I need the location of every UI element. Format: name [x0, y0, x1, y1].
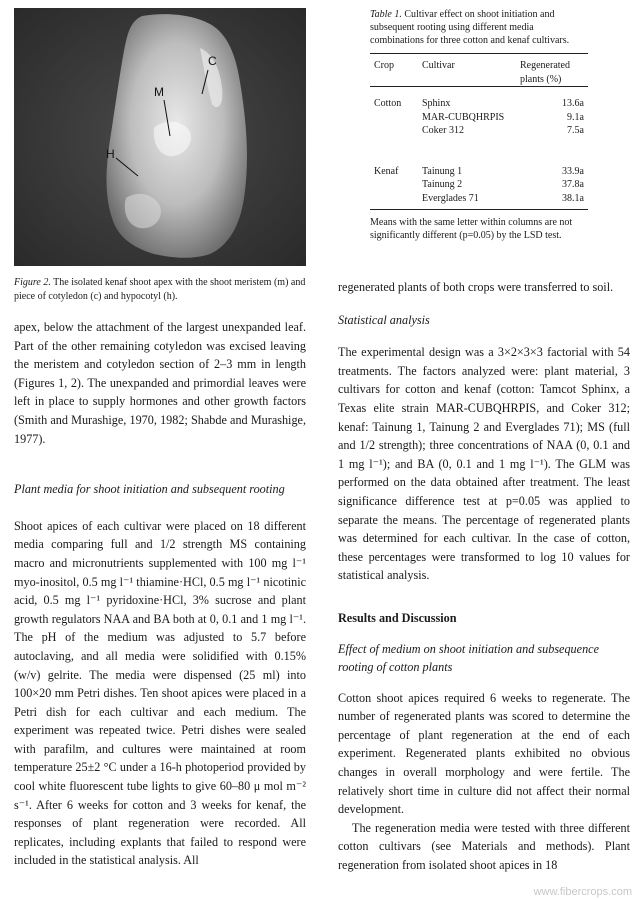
- right-paragraph-2: The experimental design was a 3×2×3×3 factorial with 54 treatments. The factors analyzed were: plant material, 3 cultivars for cotton and kenaf (cotton: Tamcot Sphinx, a Texas elite strain MAR-CUBQHRPIS, and Coker 312; kenaf: Tainung 1, Tainung 2 and Everglades 71); MS (full and 1/2 strength); three concentrations of NAA (0, 0.1 and 1 mg l⁻¹); and BA (0, 0.1 and 1 mg l⁻¹). The GLM was performed on the data obtained after treatment. The least significance difference test at p=0.05 was applied to separate the means. The percentage of regenerated plants was determined for each cultivar. In the case of cotton, these percentages were transformed to log 10 values for statistical analysis.: [338, 345, 630, 583]
- table-row: [370, 192, 588, 206]
- crop-cell: Cotton: [374, 98, 402, 109]
- value-cell: 33.9a: [562, 165, 584, 177]
- col-header-cultivar: Cultivar: [422, 60, 455, 71]
- table-row: [370, 124, 588, 138]
- value-cell: 9.1a: [567, 111, 584, 123]
- table-row: [370, 97, 588, 111]
- table-footnote: Means with the same letter within columns are not significantly different (p=0.05) by the LSD test.: [370, 217, 573, 241]
- cultivar-cell: MAR-CUBQHRPIS: [422, 111, 505, 123]
- figure-2: [14, 8, 306, 304]
- value-cell: 7.5a: [567, 125, 584, 136]
- table-1: [370, 8, 588, 242]
- table-row: [370, 178, 588, 192]
- right-paragraph-3: Cotton shoot apices required 6 weeks to regenerate. The number of regenerated plants was scored to determine the percentage of plant regeneration at the end of each experiment. Regenerated plants exhibited no obvious changes in overall morphology and were fertile. The relatively short time in culture did not affect their normal development.: [338, 690, 630, 817]
- left-paragraph-2: Shoot apices of each cultivar were placed on 18 different media comparing full and 1/2 strength MS containing macro and micronutrients supplemented with 100 mg l⁻¹ myo-inositol, 0.5 mg l⁻¹ thiamine·HCl, 0.5 mg l⁻¹ nicotinic acid, 0.5 mg l⁻¹ pyridoxine·HCl, 3% sucrose and plant growth regulators NAA and BA both at 0, 0.1 and 1 mg l⁻¹. The pH of the medium was adjusted to 5.7 before autoclaving, and all media were solidified with 0.15% (w/v) gelrite. The media were dispensed (25 ml) into 100×20 mm Petri dishes. Ten shoot apices were placed in a Petri dish for each cultivar and each medium. The experiment was repeated twice. Petri dishes were sealed with parafilm, and cultures were maintained at room temperature 25±2 °C under a 16-h photoperiod provided by cool white fluorescent tube lights to give 60–80 μ mol m⁻² s⁻¹. After 6 weeks for cotton and 3 weeks for kenaf, the responses of plant regeneration were recorded. All replicates, including explants that failed to respond were included in the statistical analysis. All: [14, 518, 306, 868]
- table-caption-text: Cultivar effect on shoot initiation and subsequent rooting using different media combinations for three cotton and kenaf cultivars.: [370, 9, 570, 46]
- left-paragraph-1: apex, below the attachment of the largest unexpanded leaf. Part of the other remaining cotyledon was excised leaving the meristem and cotyledon section of 2–3 mm in length (Figures 1, 2). The unexpanded and primordial leaves were left in place to supply hormones and other growth factors (Smith and Murashige, 1970, 1982; Shabde and Murashige, 1977).: [14, 320, 306, 446]
- cultivar-cell: Coker 312: [422, 125, 464, 136]
- section-heading-results: Results and Discussion: [338, 610, 457, 625]
- left-column: [14, 318, 306, 870]
- figure-caption-text: The isolated kenaf shoot apex with the shoot meristem (m) and piece of cotyledon (c) and hypocotyl (h).: [14, 277, 306, 302]
- crop-cell: Kenaf: [374, 165, 399, 177]
- table-body: [370, 56, 588, 209]
- figure-caption: [14, 276, 306, 304]
- label-m: M: [154, 85, 164, 99]
- figure-caption-label: Figure 2.: [14, 277, 51, 288]
- section-heading-plant-media: Plant media for shoot initiation and subsequent rooting: [14, 482, 285, 497]
- table-row: [370, 165, 588, 179]
- table-caption: [370, 8, 588, 47]
- cultivar-cell: Tainung 2: [422, 179, 463, 190]
- value-cell: 38.1a: [562, 192, 584, 204]
- right-column: [338, 278, 630, 875]
- section-heading-effect-medium: Effect of medium on shoot initiation and subsequence rooting of cotton plants: [338, 641, 599, 675]
- right-paragraph-4: The regeneration media were tested with three different cotton cultivars (see Materials and methods). Plant regeneration from isolated shoot apices in 18: [338, 820, 630, 873]
- value-cell: 37.8a: [562, 179, 584, 190]
- table-caption-label: Table 1.: [370, 9, 402, 20]
- watermark: www.fibercrops.com: [533, 886, 632, 898]
- section-heading-statistical: Statistical analysis: [338, 312, 430, 327]
- col-header-value: [516, 56, 588, 87]
- value-cell: 13.6a: [562, 98, 584, 109]
- table-header-row: [370, 56, 588, 87]
- col-header-value-line2: plants (%): [520, 73, 562, 85]
- col-header-crop: Crop: [374, 60, 394, 71]
- col-header-value-line1: Regenerated: [520, 60, 570, 71]
- figure-photo: [14, 8, 306, 266]
- right-paragraph-1: regenerated plants of both crops were transferred to soil.: [338, 280, 614, 294]
- label-c: C: [208, 54, 217, 68]
- cultivar-cell: Sphinx: [422, 98, 451, 109]
- cultivar-cell: Everglades 71: [422, 192, 479, 204]
- cultivar-cell: Tainung 1: [422, 165, 463, 177]
- label-h: H: [106, 147, 115, 161]
- table-row: [370, 111, 588, 125]
